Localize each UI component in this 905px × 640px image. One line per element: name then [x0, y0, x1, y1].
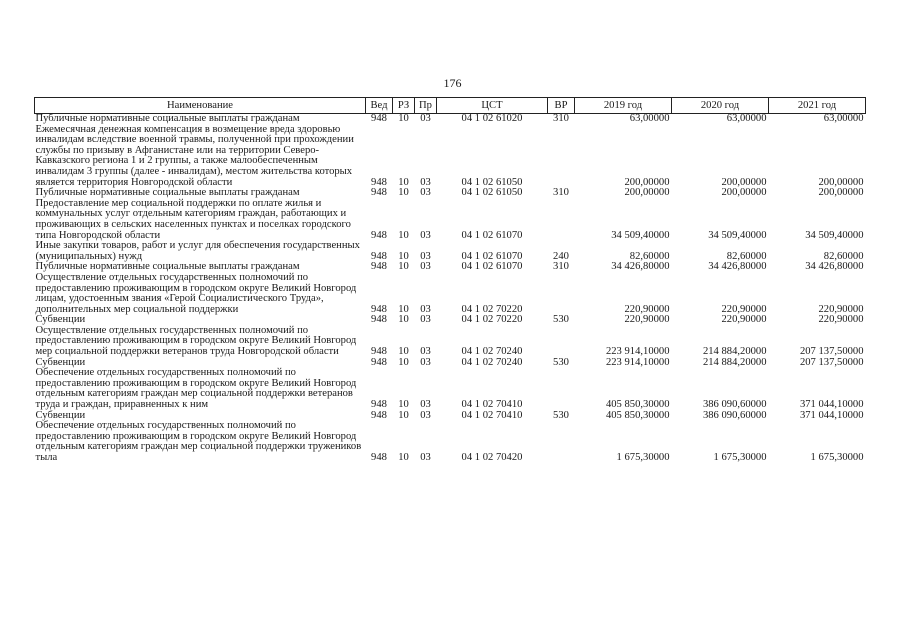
col-header-vr: ВР [548, 98, 575, 114]
cell-y2020: 220,90000 [721, 303, 767, 315]
cell-name: Обеспечение отдельных государственных полномочий по предоставлению проживающим в городском округе Великий Новгород отдельным категориям граждан мер социальной поддержки тружеников тыла [35, 420, 362, 463]
cell-cst: 04 1 02 70240 [461, 356, 523, 368]
cell-rz: 10 [398, 250, 409, 262]
cell-y2020: 63,00000 [726, 113, 767, 124]
cell-ved: 948 [371, 261, 387, 273]
cell-ved: 948 [371, 356, 387, 368]
cell-name: Публичные нормативные социальные выплаты гражданам [35, 187, 300, 199]
cell-vr: 310 [553, 187, 569, 199]
cell-name: Субвенции [35, 409, 86, 421]
cell-y2019: 405 850,30000 [605, 399, 670, 411]
col-header-pr: Пр [415, 98, 437, 114]
cell-rz: 10 [398, 303, 409, 315]
cell-rz: 10 [398, 409, 409, 421]
cell-y2019: 34 426,80000 [611, 261, 670, 273]
cell-y2019: 405 850,30000 [605, 409, 670, 421]
col-header-2021: 2021 год [769, 98, 866, 114]
cell-ved: 948 [371, 113, 387, 124]
cell-ved: 948 [371, 250, 387, 262]
cell-cst: 04 1 02 70220 [461, 303, 523, 315]
cell-pr: 03 [420, 399, 431, 411]
cell-y2020: 220,90000 [721, 314, 767, 326]
cell-vr [548, 368, 575, 410]
cell-cst: 04 1 02 70220 [461, 314, 523, 326]
cell-y2019: 223 914,10000 [605, 346, 670, 358]
cell-cst: 04 1 02 61020 [461, 113, 523, 124]
cell-ved: 948 [371, 346, 387, 358]
cell-pr: 03 [420, 187, 431, 199]
cell-vr: 310 [553, 113, 569, 124]
cell-rz: 10 [398, 113, 409, 124]
cell-name: Публичные нормативные социальные выплаты гражданам [35, 113, 300, 124]
cell-pr: 03 [420, 452, 431, 463]
cell-y2019: 200,00000 [624, 187, 670, 199]
cell-rz: 10 [398, 314, 409, 326]
cell-rz: 10 [398, 399, 409, 411]
cell-y2019: 223 914,10000 [605, 356, 670, 368]
cell-y2019: 1 675,30000 [616, 452, 670, 463]
cell-name: Иные закупки товаров, работ и услуг для обеспечения государственных (муниципальных) нужд [35, 240, 360, 262]
cell-pr: 03 [420, 261, 431, 273]
cell-pr: 03 [420, 250, 431, 262]
table-row [35, 421, 866, 463]
cell-name: Субвенции [35, 356, 86, 368]
cell-rz: 10 [398, 452, 409, 463]
cell-ved: 948 [371, 399, 387, 411]
cell-vr: 310 [553, 261, 569, 273]
cell-cst: 04 1 02 61070 [461, 229, 523, 241]
col-header-2019: 2019 год [575, 98, 672, 114]
cell-cst: 04 1 02 61070 [461, 261, 523, 273]
cell-vr [548, 125, 575, 189]
cell-vr: 530 [553, 409, 569, 421]
cell-name: Осуществление отдельных государственных полномочий по предоставлению проживающим в городском округе Великий Новгород мер социальной поддержки ветеранов труда Новгородской области [35, 324, 357, 358]
cell-name: Субвенции [35, 314, 86, 326]
table-row [35, 125, 866, 189]
cell-cst: 04 1 02 70410 [461, 399, 523, 411]
cell-cst: 04 1 02 61050 [461, 176, 523, 188]
cell-y2019: 220,90000 [624, 303, 670, 315]
table-header-row [35, 98, 866, 114]
cell-y2021: 1 675,30000 [810, 452, 864, 463]
cell-ved: 948 [371, 452, 387, 463]
cell-y2021: 220,90000 [818, 314, 864, 326]
cell-pr: 03 [420, 229, 431, 241]
cell-vr [548, 199, 575, 241]
cell-name: Публичные нормативные социальные выплаты гражданам [35, 261, 300, 273]
cell-y2020: 34 509,40000 [708, 229, 767, 241]
cell-pr: 03 [420, 356, 431, 368]
cell-y2021: 34 509,40000 [805, 229, 864, 241]
cell-y2019: 63,00000 [629, 113, 670, 124]
col-header-ved: Вед [366, 98, 393, 114]
cell-rz: 10 [398, 229, 409, 241]
cell-vr [548, 273, 575, 315]
table-row [35, 199, 866, 241]
cell-cst: 04 1 02 70410 [461, 409, 523, 421]
cell-vr: 240 [553, 250, 569, 262]
cell-ved: 948 [371, 229, 387, 241]
cell-rz: 10 [398, 187, 409, 199]
cell-rz: 10 [398, 261, 409, 273]
col-header-rz: РЗ [393, 98, 415, 114]
cell-y2020: 200,00000 [721, 176, 767, 188]
cell-ved: 948 [371, 314, 387, 326]
cell-ved: 948 [371, 176, 387, 188]
page-number: 176 [443, 76, 462, 90]
cell-pr: 03 [420, 176, 431, 188]
table-row [35, 114, 866, 125]
cell-pr: 03 [420, 113, 431, 124]
cell-y2021: 63,00000 [823, 113, 864, 124]
table-row [35, 273, 866, 315]
cell-name: Ежемесячная денежная компенсация в возмещение вреда здоровью инвалидам вследствие военной травмы, полученной при прохождении службы по призыву в Афганистане или на территории Северо-Кавказского региона 1 и 2 группы, а также малообеспеченным инвалидам 3 группы (далее - инвалидам), местом жительства которых является территория Новгородской области [35, 123, 354, 188]
cell-y2021: 34 426,80000 [805, 261, 864, 273]
cell-y2020: 386 090,60000 [702, 409, 767, 421]
cell-y2021: 207 137,50000 [799, 346, 864, 358]
cell-y2021: 200,00000 [818, 187, 864, 199]
cell-y2020: 1 675,30000 [713, 452, 767, 463]
cell-rz: 10 [398, 176, 409, 188]
cell-y2019: 200,00000 [624, 176, 670, 188]
cell-vr: 530 [553, 314, 569, 326]
cell-cst: 04 1 02 61070 [461, 250, 523, 262]
cell-y2021: 371 044,10000 [799, 399, 864, 411]
cell-pr: 03 [420, 409, 431, 421]
cell-name: Предоставление мер социальной поддержки по оплате жилья и коммунальных услуг отдельным категориям граждан, работающих и проживающих в сельских населенных пунктах и поселках городского типа Новгородской области [35, 197, 351, 241]
cell-cst: 04 1 02 70420 [461, 452, 523, 463]
cell-y2021: 82,60000 [823, 250, 864, 262]
cell-vr [548, 421, 575, 463]
cell-ved: 948 [371, 187, 387, 199]
cell-ved: 948 [371, 409, 387, 421]
table-row [35, 241, 866, 262]
cell-pr: 03 [420, 303, 431, 315]
table-row [35, 326, 866, 358]
col-header-name: Наименование [35, 98, 366, 114]
cell-y2020: 34 426,80000 [708, 261, 767, 273]
cell-y2020: 214 884,20000 [702, 346, 767, 358]
cell-y2019: 220,90000 [624, 314, 670, 326]
cell-ved: 948 [371, 303, 387, 315]
cell-y2019: 34 509,40000 [611, 229, 670, 241]
cell-vr: 530 [553, 356, 569, 368]
cell-y2021: 371 044,10000 [799, 409, 864, 421]
cell-y2020: 214 884,20000 [702, 356, 767, 368]
cell-pr: 03 [420, 346, 431, 358]
cell-y2019: 82,60000 [629, 250, 670, 262]
cell-cst: 04 1 02 61050 [461, 187, 523, 199]
cell-name: Осуществление отдельных государственных полномочий по предоставлению проживающим в городском округе Великий Новгород лицам, удостоенным звания «Герой Социалистического Труда», дополнительных мер социальной поддержки [35, 271, 357, 315]
cell-cst: 04 1 02 70240 [461, 346, 523, 358]
cell-y2021: 207 137,50000 [799, 356, 864, 368]
cell-name: Обеспечение отдельных государственных полномочий по предоставлению проживающим в городском округе Великий Новгород отдельным категориям граждан мер социальной поддержки ветеранов труда и граждан, приравненных к ним [35, 367, 357, 411]
cell-y2020: 386 090,60000 [702, 399, 767, 411]
cell-vr [548, 326, 575, 358]
cell-y2020: 82,60000 [726, 250, 767, 262]
cell-rz: 10 [398, 356, 409, 368]
cell-pr: 03 [420, 314, 431, 326]
cell-y2021: 220,90000 [818, 303, 864, 315]
table-row [35, 368, 866, 410]
budget-table [34, 97, 866, 464]
col-header-2020: 2020 год [672, 98, 769, 114]
cell-y2021: 200,00000 [818, 176, 864, 188]
cell-y2020: 200,00000 [721, 187, 767, 199]
col-header-cst: ЦСТ [437, 98, 548, 114]
cell-rz: 10 [398, 346, 409, 358]
